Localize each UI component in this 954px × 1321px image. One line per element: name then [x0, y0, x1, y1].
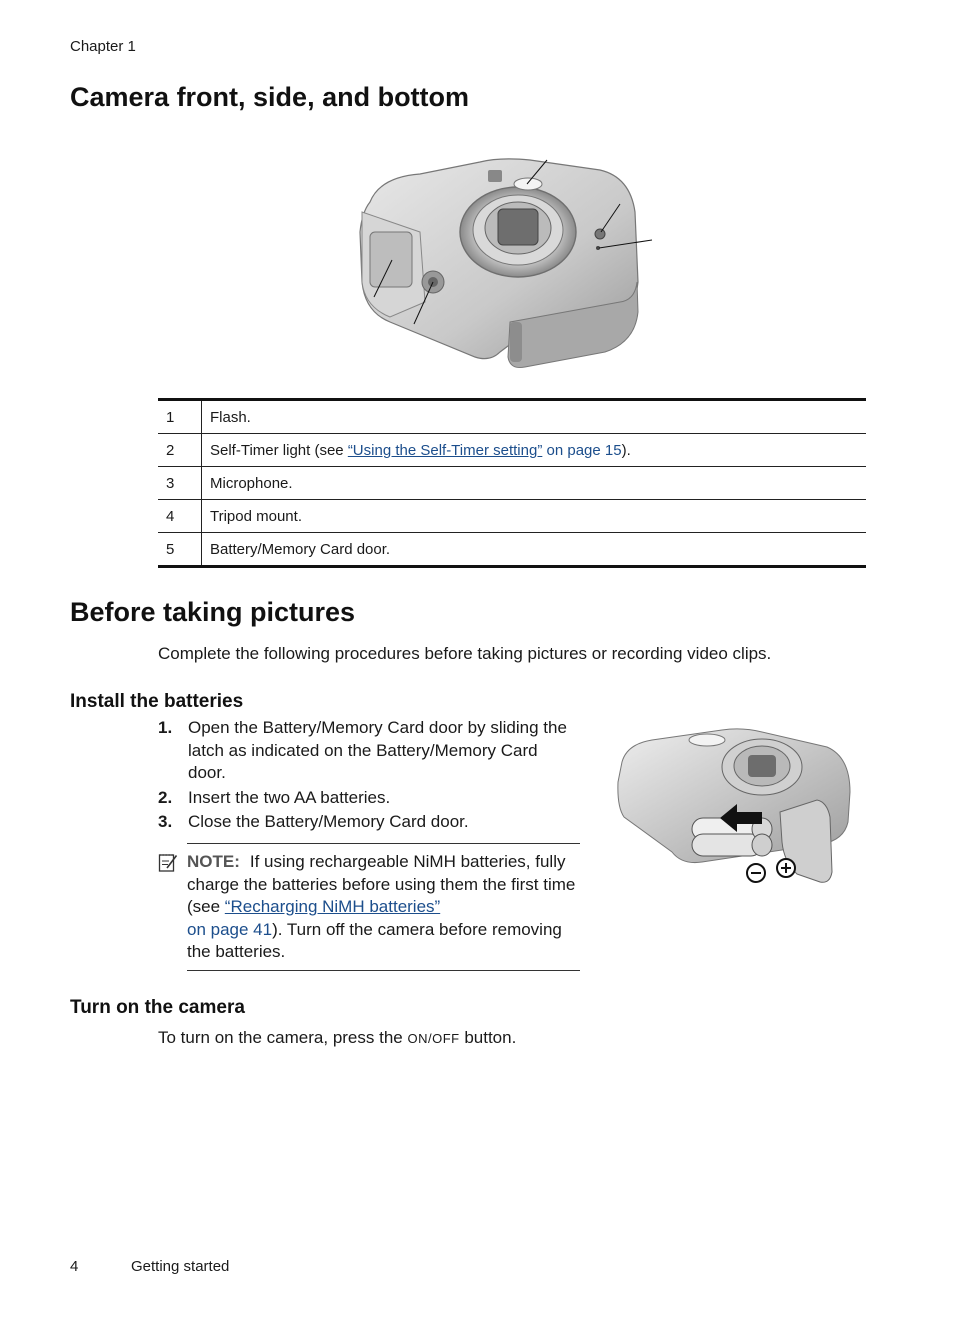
table-row [158, 434, 866, 467]
intro-paragraph: Complete the following procedures before taking pictures or recording video clips. [158, 644, 772, 663]
section-title-camera-parts: Camera front, side, and bottom [70, 82, 470, 112]
note-text: If using rechargeable NiMH batteries, fully charge the batteries before using them the first time (see [187, 852, 576, 916]
section-title-before-pictures: Before taking pictures [70, 597, 356, 627]
page-reference[interactable]: on page 41 [187, 919, 273, 939]
page-reference[interactable]: on page 15 [542, 441, 622, 459]
install-steps-list [158, 717, 578, 836]
turn-on-paragraph [158, 1027, 858, 1051]
part-text: Self-Timer light (see [210, 441, 348, 459]
battery-install-illustration [612, 722, 857, 892]
part-number: 4 [158, 500, 202, 533]
camera-parts-table [158, 398, 866, 568]
step-number: 2. [158, 787, 173, 807]
step-number: 3. [158, 812, 173, 831]
chapter-header: Chapter 1 [70, 38, 136, 55]
part-number: 2 [158, 434, 202, 467]
subsection-title-turn-on: Turn on the camera [70, 997, 245, 1018]
part-description: Tripod mount. [202, 500, 867, 533]
camera-front-illustration [350, 152, 660, 377]
footer-label: Getting started [131, 1258, 230, 1275]
onoff-button-label: ON/OFF [407, 1031, 460, 1046]
step-text: Insert the two AA batteries. [188, 787, 391, 807]
turn-on-text: To turn on the camera, press the [158, 1028, 403, 1047]
part-description: Flash. [202, 400, 867, 434]
step-text: Close the Battery/Memory Card door. [188, 812, 469, 831]
note-box [187, 843, 580, 971]
subsection-title-install-batteries: Install the batteries [70, 691, 244, 712]
list-item [158, 811, 578, 834]
step-text: Open the Battery/Memory Card door by sliding the latch as indicated on the Battery/Memory Card door. [188, 718, 567, 782]
recharging-batteries-link[interactable]: “Recharging NiMH batteries” [224, 897, 441, 916]
note-text-end: ). Turn off the camera before removing the batteries. [187, 919, 562, 961]
part-number: 3 [158, 467, 202, 500]
part-text-end: ). [621, 441, 631, 459]
part-number: 1 [158, 400, 202, 434]
table-row [158, 533, 866, 567]
part-number: 5 [158, 533, 202, 567]
note-icon [158, 851, 178, 873]
table-row [158, 500, 866, 533]
table-row [158, 467, 866, 500]
step-number: 1. [158, 718, 173, 737]
note-label: NOTE: [187, 852, 240, 871]
list-item [158, 717, 578, 785]
table-row [158, 400, 866, 434]
part-description: Microphone. [202, 467, 867, 500]
part-description: Battery/Memory Card door. [202, 533, 867, 567]
part-description [202, 434, 867, 467]
list-item [158, 787, 578, 810]
turn-on-text-end: button. [464, 1028, 517, 1047]
self-timer-link[interactable]: “Using the Self-Timer setting” [347, 441, 543, 459]
page-number: 4 [70, 1258, 79, 1275]
